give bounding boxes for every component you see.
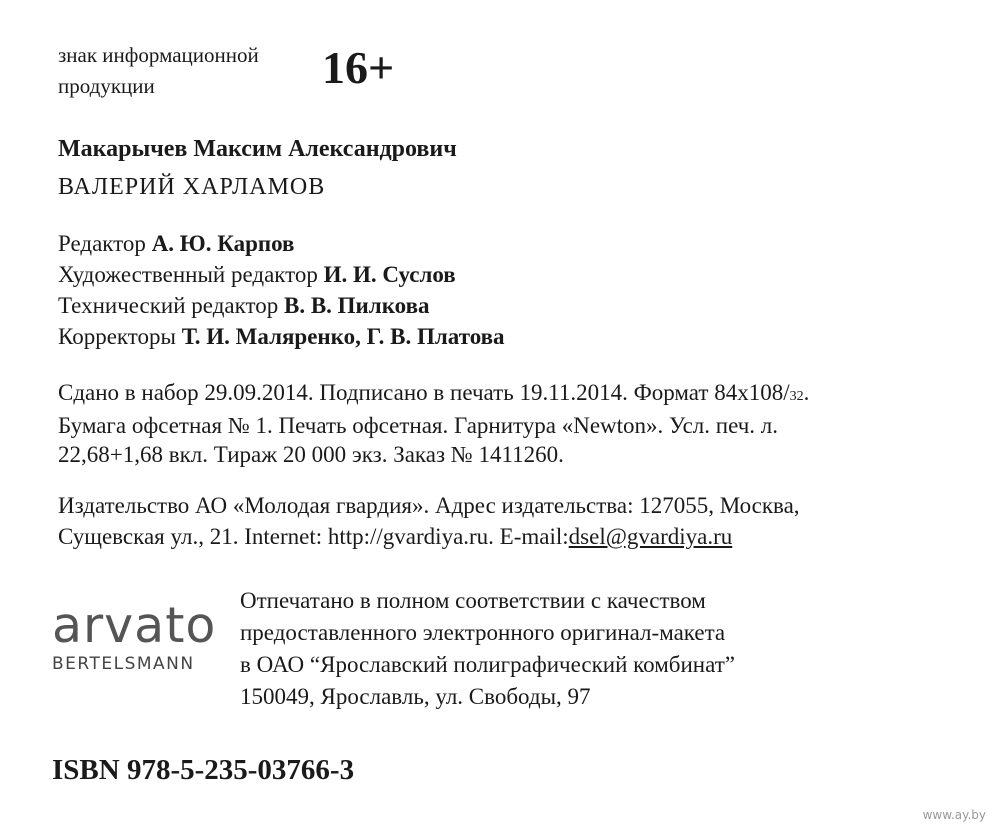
book-title: ВАЛЕРИЙ ХАРЛАМОВ [58,174,326,200]
author-name: Макарычев Максим Александрович [58,136,457,162]
staff-row-editor [58,228,505,259]
age-rating-label-line1: знак информационной [58,43,259,67]
publisher-email-link[interactable]: dsel@gvardiya.ru [568,524,733,549]
print-info-line3: 22,68+1,68 вкл. Тираж 20 000 экз. Заказ № 1411260. [58,442,564,467]
staff-role: Редактор [58,231,152,256]
staff-name: Т. И. Маляренко, Г. В. Платова [181,324,505,349]
staff-row-art-editor [58,259,505,290]
staff-role: Технический редактор [58,293,284,318]
age-rating-label [58,40,259,102]
watermark: www.ay.by [922,808,986,822]
print-info-dates-format: Сдано в набор 29.09.2014. Подписано в печать 19.11.2014. Формат 84х108/ [58,380,790,405]
isbn: ISBN 978-5-235-03766-3 [52,754,355,786]
printed-by [240,585,735,713]
print-info [58,378,978,469]
staff-name: А. Ю. Карпов [151,231,295,256]
logo-wordmark: arvato [52,597,217,654]
staff-row-tech-editor [58,290,505,321]
staff-role: Художественный редактор [58,262,324,287]
arvato-logo [52,597,222,674]
printed-by-line3: в ОАО “Ярославский полиграфический комбинат” [240,652,735,677]
printed-by-line1: Отпечатано в полном соответствии с качеством [240,588,706,613]
publisher-line2 [58,521,978,552]
logo-subtitle: BERTELSMANN [52,654,195,674]
publisher-address: Сущевская ул., 21. Internet: http://gvardiya.ru. E-mail: [58,524,569,549]
print-info-line2: Бумага офсетная № 1. Печать офсетная. Гарнитура «Newton». Усл. печ. л. [58,413,779,438]
staff-list [58,228,505,352]
staff-role: Корректоры [58,324,182,349]
publisher-line1: Издательство АО «Молодая гвардия». Адрес издательства: 127055, Москва, [58,493,800,518]
age-rating-value: 16+ [322,42,395,93]
printed-by-line4: 150049, Ярославль, ул. Свободы, 97 [240,684,591,709]
print-info-line1-end: . [803,380,810,405]
staff-row-proofreaders [58,321,505,352]
printed-by-line2: предоставленного электронного оригинал-макета [240,620,726,645]
publisher-info [58,490,978,552]
staff-name: В. В. Пилкова [283,293,430,318]
print-info-line1 [58,378,978,411]
format-denominator: 32 [789,389,804,404]
staff-name: И. И. Суслов [323,262,456,287]
age-rating-label-line2: продукции [58,74,155,98]
